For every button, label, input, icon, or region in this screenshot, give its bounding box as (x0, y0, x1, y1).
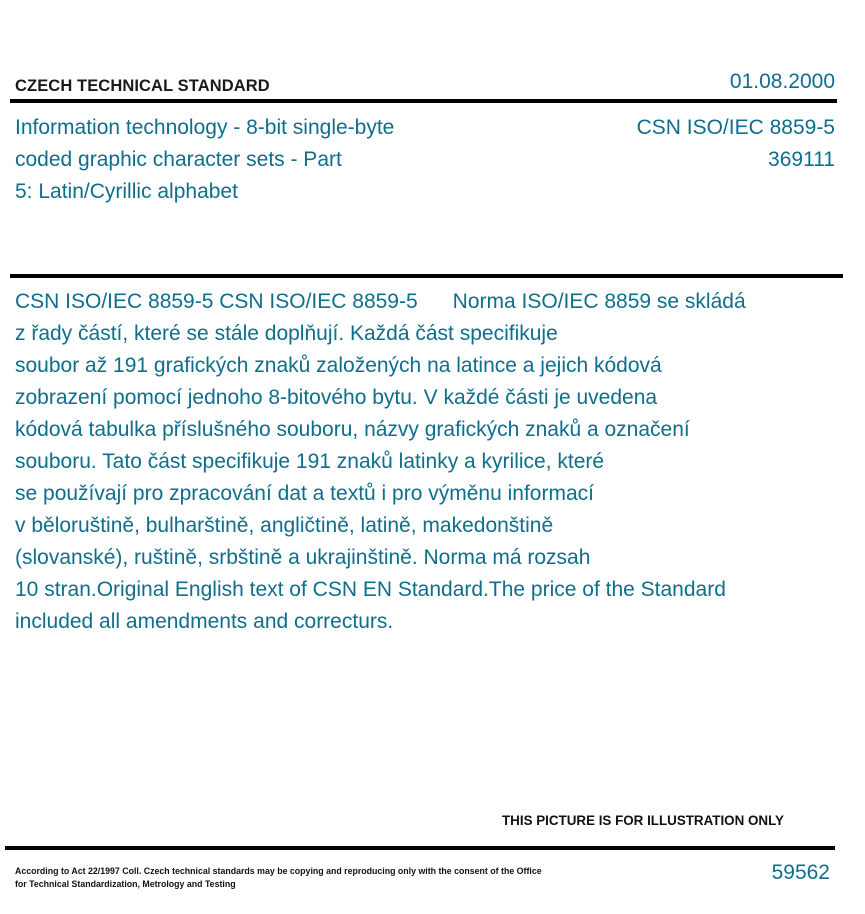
legal-notice-line: for Technical Standardization, Metrology and Testing (15, 879, 236, 889)
description-line: kódová tabulka příslušného souboru, názvy grafických znaků a označení (15, 418, 690, 441)
description-line: 10 stran.Original English text of CSN EN Standard.The price of the Standard (15, 578, 726, 601)
catalog-number: 59562 (771, 861, 830, 884)
standard-identifiers (637, 112, 835, 176)
classification-number: 369111 (768, 148, 835, 171)
illustration-notice: THIS PICTURE IS FOR ILLUSTRATION ONLY (502, 813, 784, 828)
description-line: included all amendments and correcturs. (15, 610, 394, 633)
description-line: z řady částí, které se stále doplňují. Každá část specifikuje (15, 322, 558, 345)
description-line: souboru. Tato část specifikuje 191 znaků latinky a kyrilice, které (15, 450, 605, 473)
document-type-heading: CZECH TECHNICAL STANDARD (15, 77, 270, 95)
title-line: 5: Latin/Cyrillic alphabet (15, 180, 238, 203)
description-line: se používají pro zpracování dat a textů i pro výměnu informací (15, 482, 594, 505)
middle-divider (10, 274, 843, 278)
legal-notice (15, 865, 542, 891)
standard-title (15, 112, 394, 208)
legal-notice-line: According to Act 22/1997 Coll. Czech technical standards may be copying and reproducing only with the consent of the Office (15, 866, 542, 876)
title-line: Information technology - 8-bit single-byte (15, 116, 395, 139)
standard-description (15, 286, 746, 638)
title-line: coded graphic character sets - Part (15, 148, 342, 171)
bottom-divider (5, 846, 835, 850)
description-line: v běloruštině, bulharštině, angličtině, latině, makedonštině (15, 514, 554, 537)
standard-designation: CSN ISO/IEC 8859-5 (636, 116, 835, 139)
publication-date: 01.08.2000 (729, 70, 835, 93)
description-line: (slovanské), ruštině, srbštině a ukrajinštině. Norma má rozsah (15, 546, 591, 569)
description-line: CSN ISO/IEC 8859-5 CSN ISO/IEC 8859-5 Norma ISO/IEC 8859 se skládá (15, 290, 746, 313)
description-line: zobrazení pomocí jednoho 8-bitového bytu. V každé části je uvedena (15, 386, 658, 409)
top-divider (10, 99, 837, 103)
description-line: soubor až 191 grafických znaků založených na latince a jejich kódová (15, 354, 662, 377)
